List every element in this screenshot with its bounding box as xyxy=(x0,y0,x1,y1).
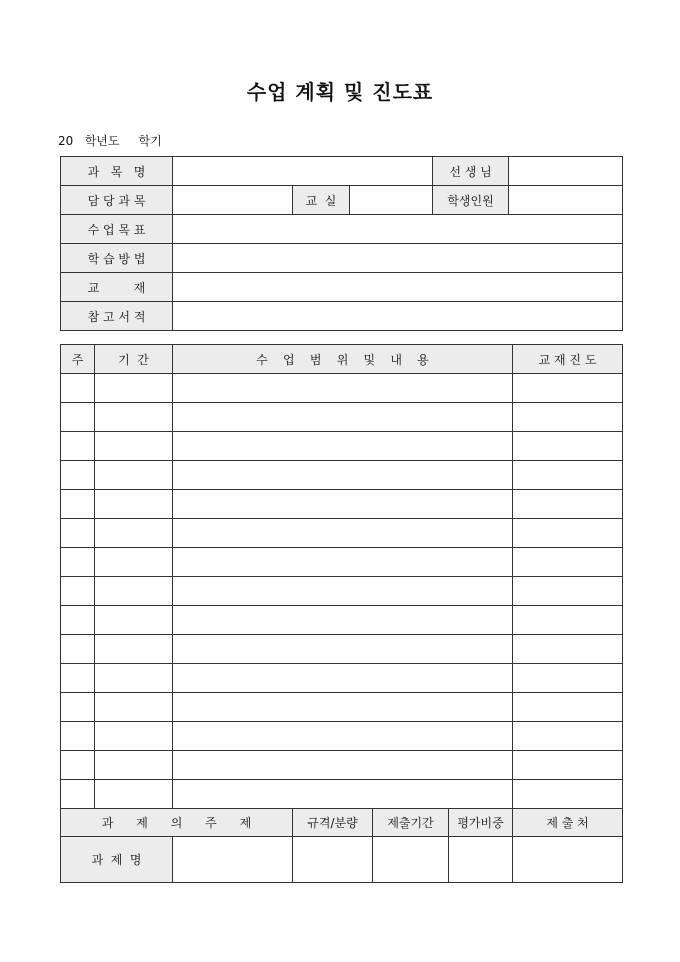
objective-label: 수 업 목 표 xyxy=(61,215,173,244)
reference-field[interactable] xyxy=(173,302,623,331)
week-cell[interactable] xyxy=(61,606,95,635)
content-cell[interactable] xyxy=(173,403,513,432)
progress-cell[interactable] xyxy=(513,751,623,780)
assignment-due-field[interactable] xyxy=(373,837,449,883)
period-cell[interactable] xyxy=(95,693,173,722)
period-cell[interactable] xyxy=(95,635,173,664)
period-cell[interactable] xyxy=(95,606,173,635)
progress-cell[interactable] xyxy=(513,403,623,432)
week-cell[interactable] xyxy=(61,461,95,490)
week-cell[interactable] xyxy=(61,664,95,693)
progress-cell[interactable] xyxy=(513,461,623,490)
schedule-row xyxy=(61,461,623,490)
period-cell[interactable] xyxy=(95,519,173,548)
content-cell[interactable] xyxy=(173,490,513,519)
assignment-scope-header: 규격/분량 xyxy=(293,809,373,837)
schedule-row xyxy=(61,432,623,461)
period-cell[interactable] xyxy=(95,722,173,751)
progress-cell[interactable] xyxy=(513,780,623,809)
progress-cell[interactable] xyxy=(513,664,623,693)
student-count-field[interactable] xyxy=(509,186,623,215)
week-cell[interactable] xyxy=(61,403,95,432)
schedule-row xyxy=(61,548,623,577)
content-cell[interactable] xyxy=(173,374,513,403)
schedule-row xyxy=(61,403,623,432)
teacher-field[interactable] xyxy=(509,157,623,186)
week-cell[interactable] xyxy=(61,635,95,664)
reference-label: 참 고 서 적 xyxy=(61,302,173,331)
content-cell[interactable] xyxy=(173,577,513,606)
content-cell[interactable] xyxy=(173,635,513,664)
week-cell[interactable] xyxy=(61,751,95,780)
schedule-row xyxy=(61,374,623,403)
subject-field[interactable] xyxy=(173,157,433,186)
week-cell[interactable] xyxy=(61,432,95,461)
method-field[interactable] xyxy=(173,244,623,273)
school-year-term: 20 학년도 학기 xyxy=(58,134,162,148)
period-cell[interactable] xyxy=(95,461,173,490)
period-cell[interactable] xyxy=(95,548,173,577)
assignment-weight-header: 평가비중 xyxy=(449,809,513,837)
assignment-name-field[interactable] xyxy=(173,837,293,883)
period-cell[interactable] xyxy=(95,664,173,693)
textbook-label: 교 재 xyxy=(61,273,173,302)
subject-label: 과 목 명 xyxy=(61,157,173,186)
schedule-row xyxy=(61,780,623,809)
assignment-due-header: 제출기간 xyxy=(373,809,449,837)
content-cell[interactable] xyxy=(173,664,513,693)
assignment-topic-header: 과 제 의 주 제 xyxy=(61,809,293,837)
schedule-row xyxy=(61,606,623,635)
week-header: 주 xyxy=(61,345,95,374)
content-cell[interactable] xyxy=(173,693,513,722)
schedule-row xyxy=(61,722,623,751)
content-header: 수 업 범 위 및 내 용 xyxy=(173,345,513,374)
period-cell[interactable] xyxy=(95,751,173,780)
progress-cell[interactable] xyxy=(513,432,623,461)
week-cell[interactable] xyxy=(61,780,95,809)
textbook-field[interactable] xyxy=(173,273,623,302)
content-cell[interactable] xyxy=(173,606,513,635)
progress-cell[interactable] xyxy=(513,490,623,519)
period-cell[interactable] xyxy=(95,374,173,403)
content-cell[interactable] xyxy=(173,519,513,548)
progress-cell[interactable] xyxy=(513,693,623,722)
assignment-submit-field[interactable] xyxy=(513,837,623,883)
week-cell[interactable] xyxy=(61,693,95,722)
progress-cell[interactable] xyxy=(513,606,623,635)
assigned-subject-field[interactable] xyxy=(173,186,293,215)
progress-header: 교 재 진 도 xyxy=(513,345,623,374)
progress-cell[interactable] xyxy=(513,635,623,664)
teacher-label: 선 생 님 xyxy=(433,157,509,186)
assignment-scope-field[interactable] xyxy=(293,837,373,883)
content-cell[interactable] xyxy=(173,722,513,751)
assignment-name-label: 과 제 명 xyxy=(61,837,173,883)
week-cell[interactable] xyxy=(61,490,95,519)
content-cell[interactable] xyxy=(173,780,513,809)
page-title: 수업 계획 및 진도표 xyxy=(246,80,434,104)
period-header: 기 간 xyxy=(95,345,173,374)
period-cell[interactable] xyxy=(95,432,173,461)
week-cell[interactable] xyxy=(61,519,95,548)
content-cell[interactable] xyxy=(173,751,513,780)
schedule-row xyxy=(61,635,623,664)
period-cell[interactable] xyxy=(95,490,173,519)
schedule-row xyxy=(61,664,623,693)
period-cell[interactable] xyxy=(95,403,173,432)
week-cell[interactable] xyxy=(61,548,95,577)
schedule-row xyxy=(61,519,623,548)
content-cell[interactable] xyxy=(173,461,513,490)
assignment-weight-field[interactable] xyxy=(449,837,513,883)
method-label: 학 습 방 법 xyxy=(61,244,173,273)
progress-cell[interactable] xyxy=(513,548,623,577)
classroom-label: 교 실 xyxy=(293,186,350,215)
week-cell[interactable] xyxy=(61,722,95,751)
assignment-submit-header: 제 출 처 xyxy=(513,809,623,837)
period-cell[interactable] xyxy=(95,780,173,809)
progress-cell[interactable] xyxy=(513,722,623,751)
student-count-label: 학생인원 xyxy=(433,186,509,215)
schedule-table xyxy=(60,344,623,883)
progress-cell[interactable] xyxy=(513,374,623,403)
schedule-row xyxy=(61,490,623,519)
schedule-row xyxy=(61,751,623,780)
progress-cell[interactable] xyxy=(513,519,623,548)
schedule-row xyxy=(61,693,623,722)
course-info-table xyxy=(60,156,623,331)
schedule-row xyxy=(61,577,623,606)
progress-cell[interactable] xyxy=(513,577,623,606)
objective-field[interactable] xyxy=(173,215,623,244)
content-cell[interactable] xyxy=(173,548,513,577)
assigned-subject-label: 담 당 과 목 xyxy=(61,186,173,215)
week-cell[interactable] xyxy=(61,374,95,403)
week-cell[interactable] xyxy=(61,577,95,606)
period-cell[interactable] xyxy=(95,577,173,606)
content-cell[interactable] xyxy=(173,432,513,461)
classroom-field[interactable] xyxy=(350,186,433,215)
